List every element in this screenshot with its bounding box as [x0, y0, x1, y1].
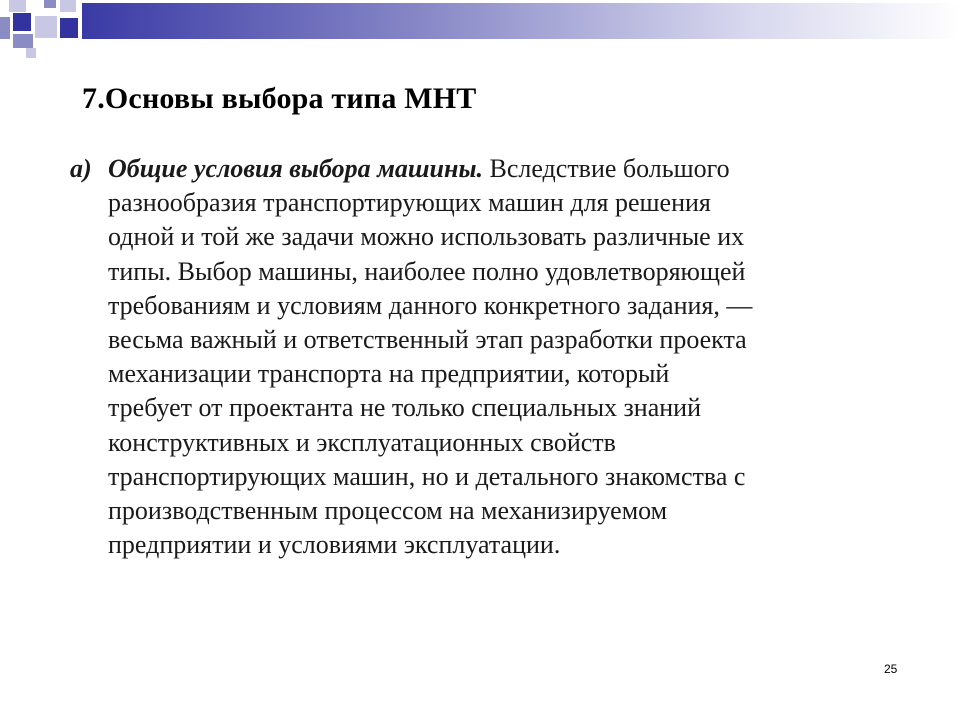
text-line: производственным процессом на механизируемом	[108, 496, 668, 526]
decorative-square	[9, 0, 26, 12]
slide-title: 7.Основы выбора типа МНТ	[82, 82, 477, 115]
decorative-square	[60, 0, 76, 12]
page-number: 25	[884, 662, 898, 676]
text-line: одной и той же задачи можно использовать различные их	[108, 222, 745, 252]
text-line: типы. Выбор машины, наиболее полно удовлетворяющей	[108, 256, 746, 286]
header-gradient-band	[82, 3, 960, 39]
decorative-square	[35, 16, 57, 38]
item-a	[70, 152, 910, 562]
decorative-square	[60, 18, 78, 38]
decorative-square	[13, 13, 31, 31]
item-marker: а)	[70, 154, 92, 183]
decorative-square	[0, 17, 10, 39]
text-line: требует от проектанта не только специальных знаний	[108, 393, 701, 423]
decorative-square	[44, 0, 56, 8]
text-line: требованиям и условиям данного конкретного задания, —	[108, 290, 753, 320]
decorative-square	[13, 34, 33, 48]
text-line: Вследствие большого	[483, 154, 730, 183]
item-heading: Общие условия выбора машины.	[108, 154, 483, 183]
text-line: механизации транспорта на предприятии, который	[108, 359, 670, 389]
text-line: транспортирующих машин, но и детального знакомства с	[108, 461, 746, 491]
text-line: весьма важный и ответственный этап разработки проекта	[108, 325, 747, 355]
decorative-square	[26, 48, 36, 58]
item-first-line	[70, 152, 910, 186]
text-line: разнообразия транспортирующих машин для решения	[108, 188, 711, 218]
text-line: предприятии и условиями эксплуатации.	[108, 530, 561, 560]
text-line: конструктивных и эксплуатационных свойств	[108, 427, 616, 457]
